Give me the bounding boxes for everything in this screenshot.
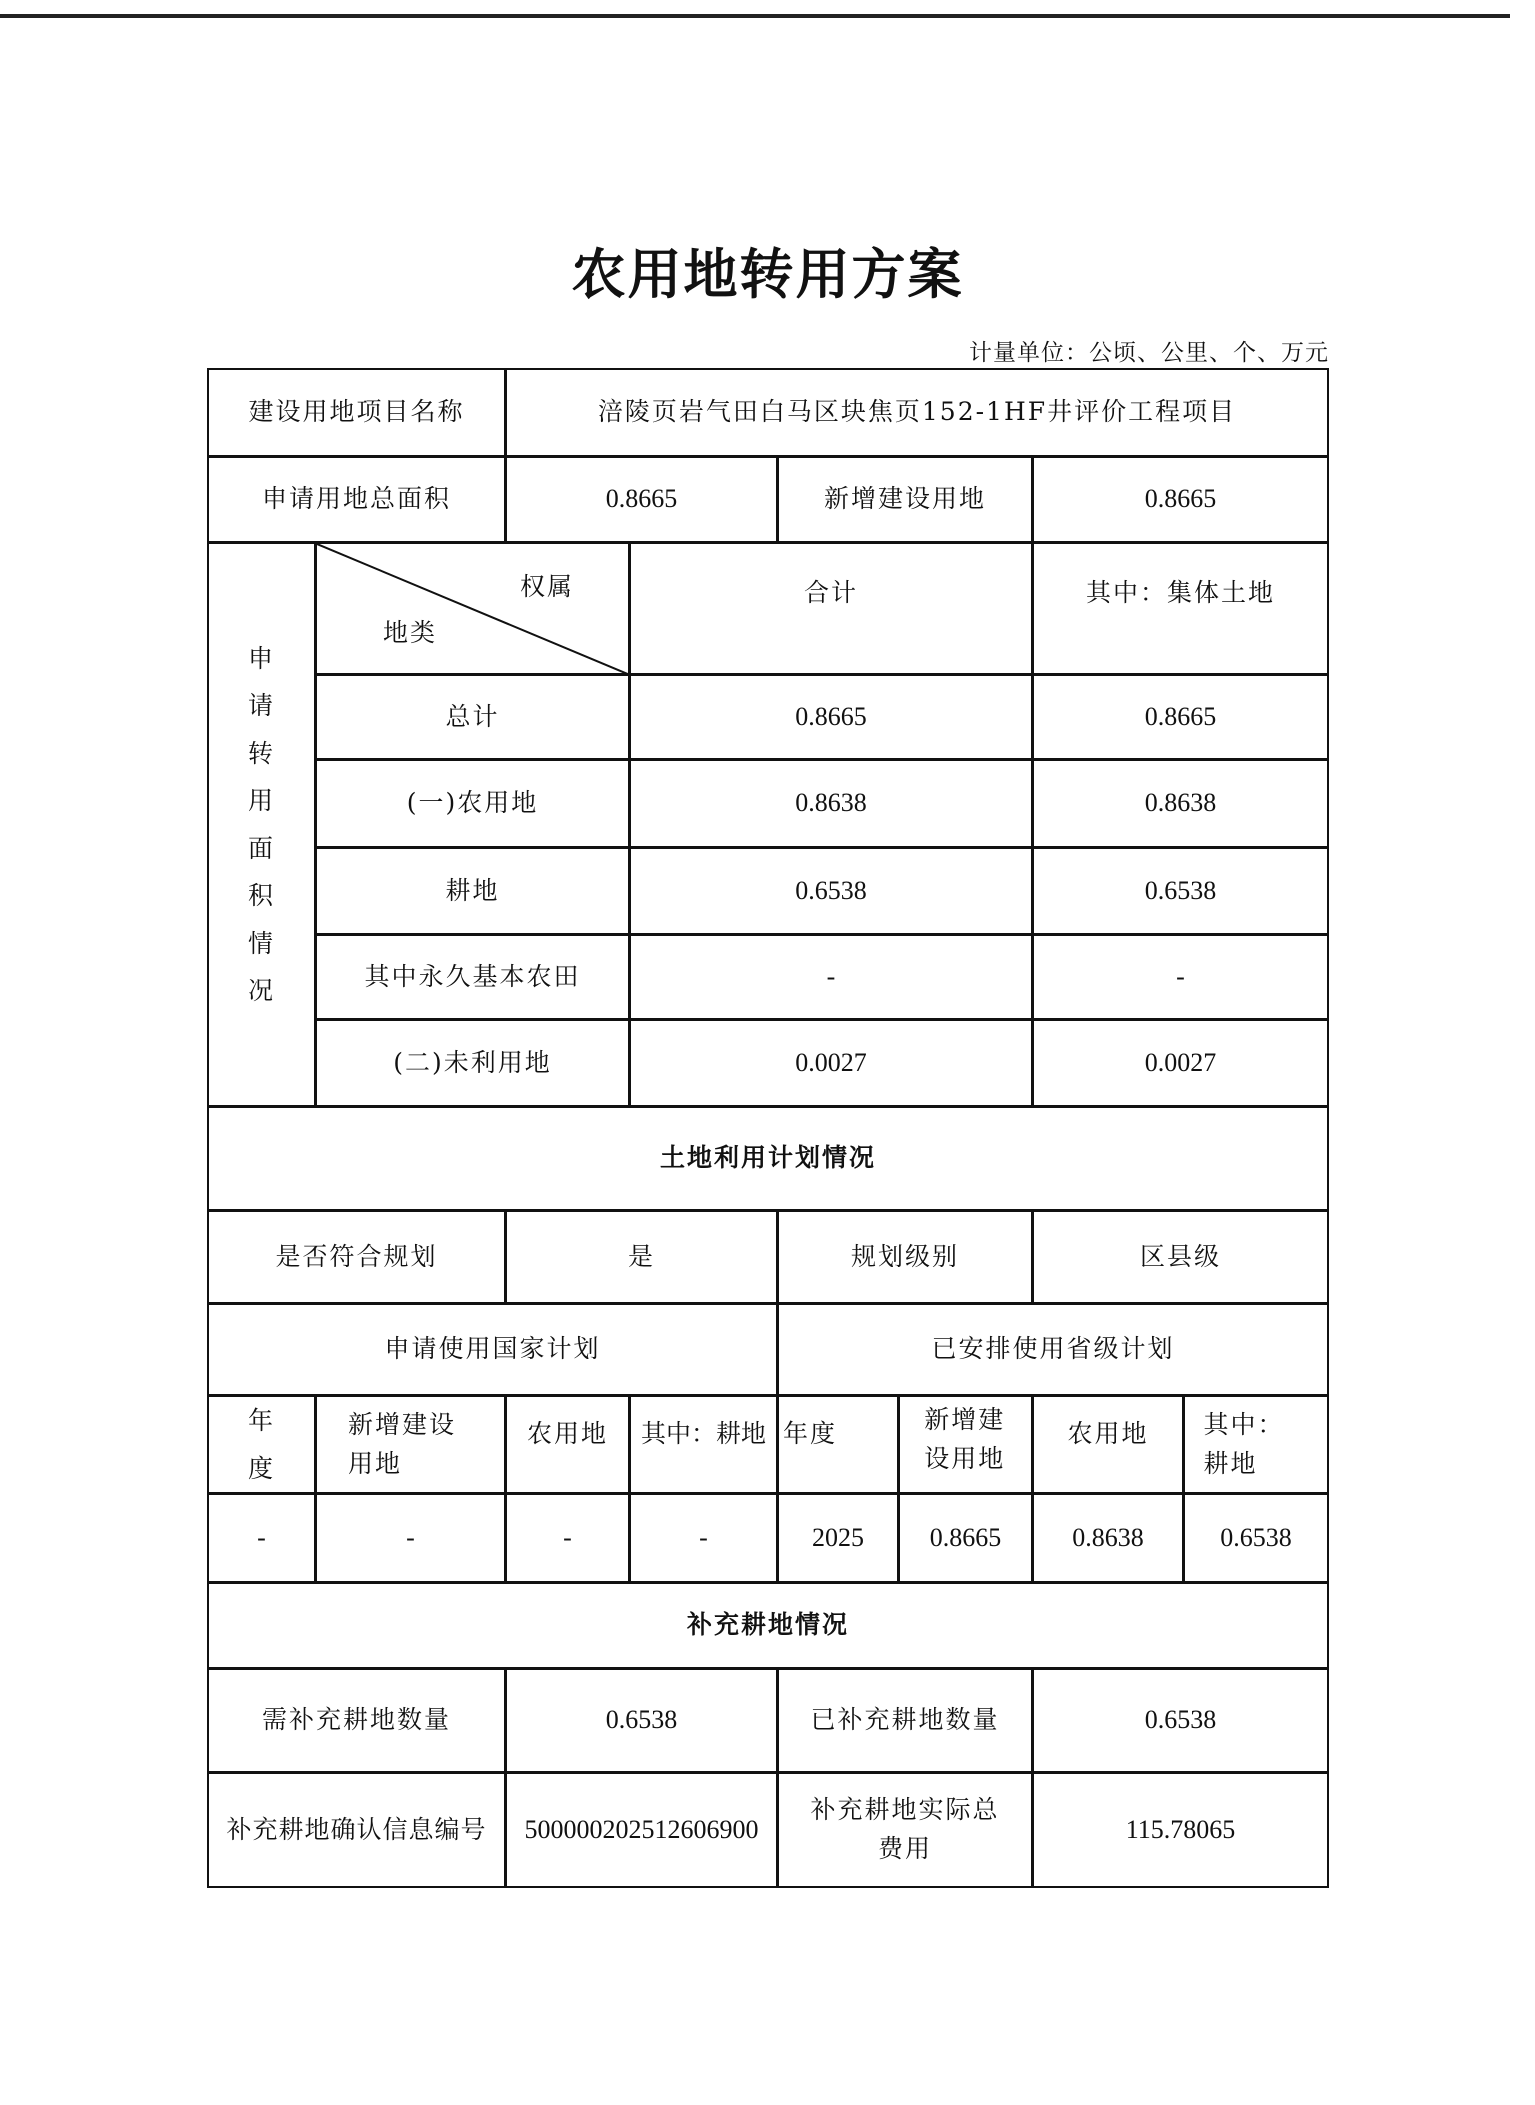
provincial-value: 0.8638	[1032, 1493, 1184, 1583]
row-label: (二)未利用地	[315, 1019, 630, 1107]
confirm-code-value: 500000202512606900	[505, 1772, 778, 1888]
row-total: 0.8665	[629, 674, 1033, 760]
plan-level-label: 规划级别	[777, 1210, 1033, 1304]
row-total: 0.0027	[629, 1019, 1033, 1107]
header-landtype: 地类	[383, 618, 438, 647]
done-supplement-value: 0.6538	[1032, 1668, 1329, 1773]
page-title: 农用地转用方案	[571, 242, 964, 306]
row-total: 0.8638	[629, 759, 1033, 848]
national-header: 农用地	[505, 1395, 630, 1494]
national-value: -	[629, 1493, 778, 1583]
conform-label: 是否符合规划	[207, 1210, 506, 1304]
conform-value: 是	[505, 1210, 778, 1304]
row-collective: -	[1032, 934, 1329, 1020]
national-header: 新增建设用地	[315, 1395, 506, 1494]
provincial-value: 2025	[777, 1493, 899, 1583]
scan-edge	[0, 14, 1510, 18]
row-total: 0.6538	[629, 847, 1033, 935]
confirm-code-label: 补充耕地确认信息编号	[207, 1772, 506, 1888]
national-value: -	[207, 1493, 316, 1583]
row-collective: 0.6538	[1032, 847, 1329, 935]
row-label: 其中永久基本农田	[315, 934, 630, 1020]
national-value: -	[505, 1493, 630, 1583]
provincial-header: 其中：耕地	[1183, 1395, 1329, 1494]
header-ownership: 权属	[520, 572, 575, 601]
row-collective: 0.8665	[1032, 674, 1329, 760]
provincial-header: 年度	[777, 1395, 899, 1494]
col-total-header: 合计	[629, 542, 1033, 675]
provincial-plan-title: 已安排使用省级计划	[777, 1303, 1329, 1396]
conversion-side-label: 申请转用面积情况	[207, 542, 316, 1107]
need-supplement-value: 0.6538	[505, 1668, 778, 1773]
provincial-value: 0.6538	[1183, 1493, 1329, 1583]
project-name-value: 涪陵页岩气田白马区块焦页152-1HF井评价工程项目	[505, 368, 1329, 457]
need-supplement-label: 需补充耕地数量	[207, 1668, 506, 1773]
total-cost-value: 115.78065	[1032, 1772, 1329, 1888]
national-plan-title: 申请使用国家计划	[207, 1303, 778, 1396]
total-area-label: 申请用地总面积	[207, 456, 506, 543]
row-collective: 0.8638	[1032, 759, 1329, 848]
plan-level-value: 区县级	[1032, 1210, 1329, 1304]
new-construction-value: 0.8665	[1032, 456, 1329, 543]
col-collective-header: 其中：集体土地	[1032, 542, 1329, 675]
row-label: 总计	[315, 674, 630, 760]
done-supplement-label: 已补充耕地数量	[777, 1668, 1033, 1773]
diagonal-header-cell	[315, 542, 630, 675]
row-label: (一)农用地	[315, 759, 630, 848]
row-total: -	[629, 934, 1033, 1020]
provincial-value: 0.8665	[898, 1493, 1033, 1583]
supplement-section-title: 补充耕地情况	[207, 1582, 1329, 1669]
unit-note: 计量单位：公顷、公里、个、万元	[969, 340, 1329, 366]
national-value: -	[315, 1493, 506, 1583]
new-construction-label: 新增建设用地	[777, 456, 1033, 543]
plan-section-title: 土地利用计划情况	[207, 1106, 1329, 1211]
national-header: 年度	[207, 1395, 316, 1494]
provincial-header: 新增建设用地	[898, 1395, 1033, 1494]
diagonal-line	[317, 544, 630, 675]
total-cost-label: 补充耕地实际总费用	[777, 1772, 1033, 1888]
national-header: 其中：耕地	[629, 1395, 778, 1494]
row-label: 耕地	[315, 847, 630, 935]
total-area-value: 0.8665	[505, 456, 778, 543]
row-collective: 0.0027	[1032, 1019, 1329, 1107]
provincial-header: 农用地	[1032, 1395, 1184, 1494]
project-name-label: 建设用地项目名称	[207, 368, 506, 457]
